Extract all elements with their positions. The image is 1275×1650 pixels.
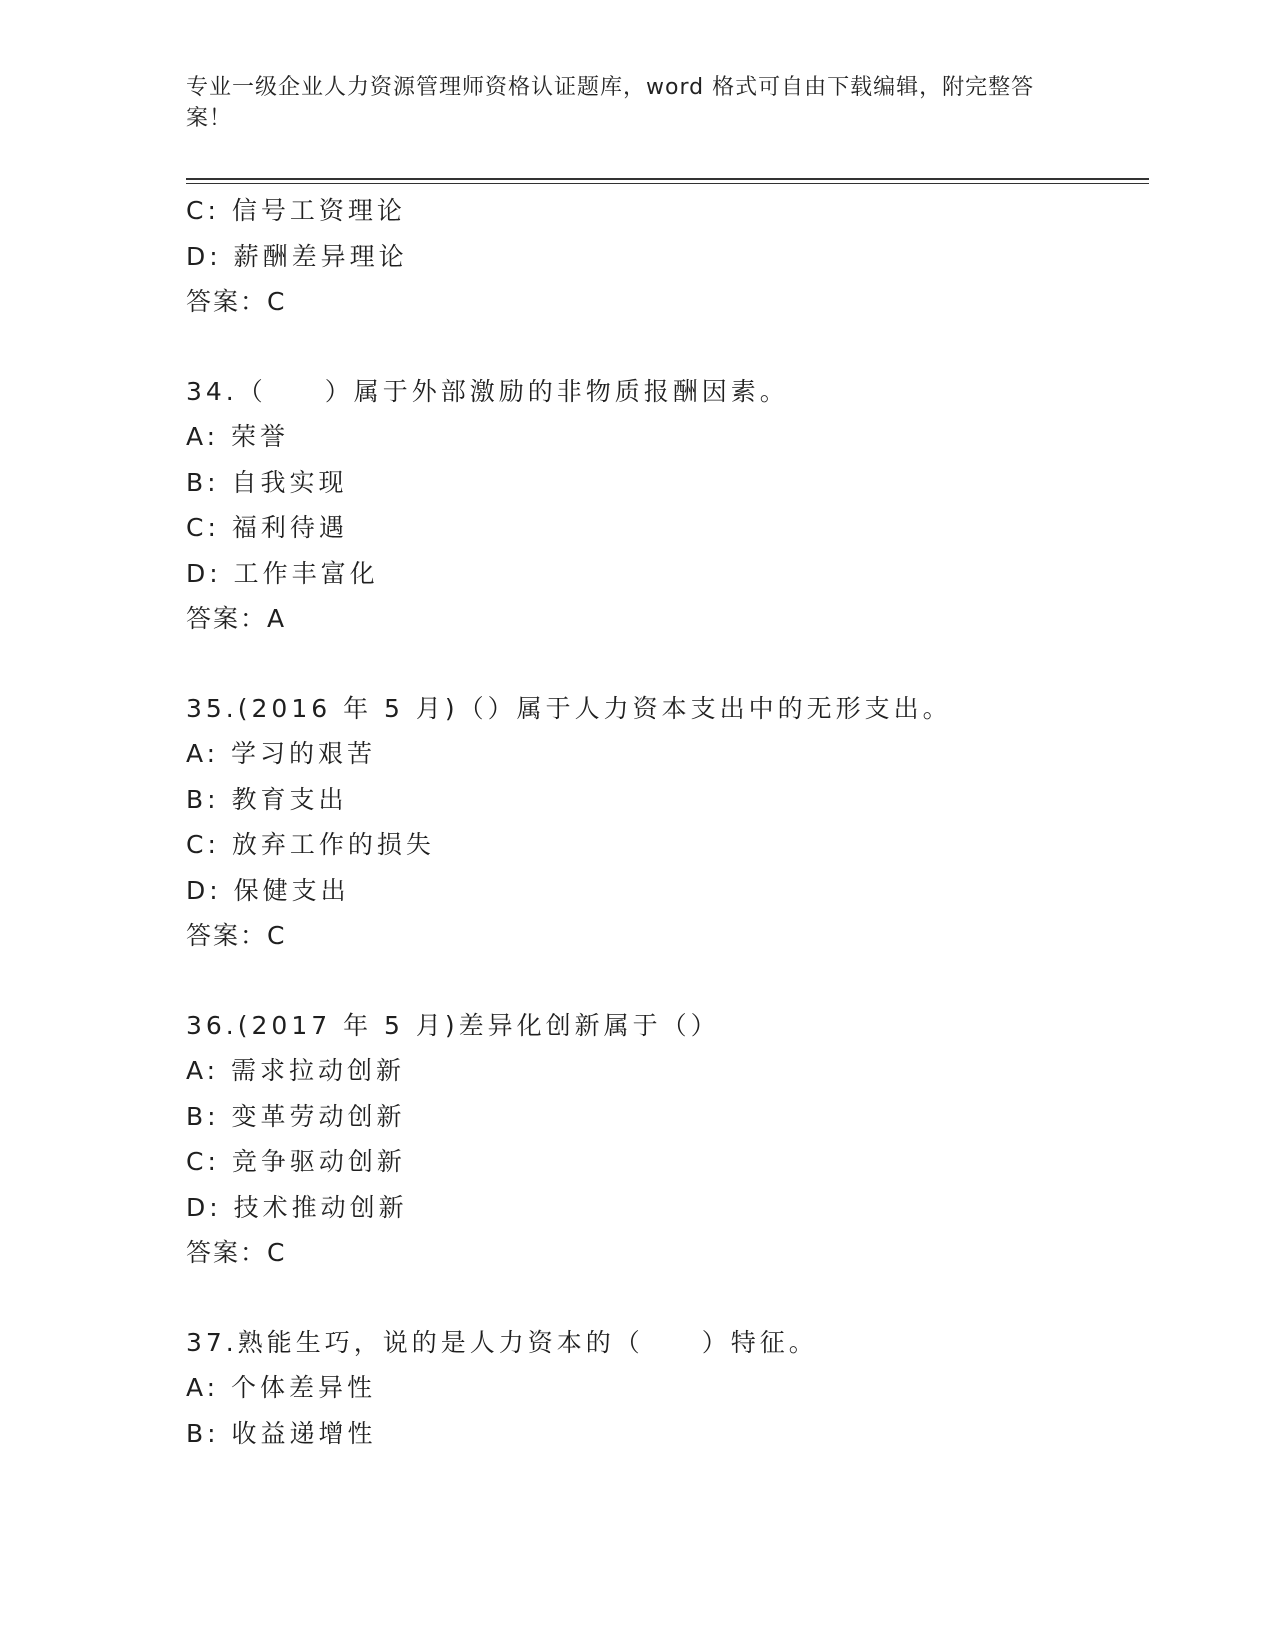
option-text: 收益递增性 — [231, 1418, 377, 1448]
option-text: 教育支出 — [231, 784, 348, 814]
question-stem: 36.(2017 年 5 月)差异化创新属于（） — [186, 1010, 720, 1040]
answer-value: C — [267, 287, 286, 316]
option-label: D: — [186, 1192, 222, 1222]
answer-label: 答案： — [186, 287, 268, 316]
answer-value: C — [267, 921, 286, 950]
answer-line — [186, 596, 1146, 642]
question-stem: 34.（ ）属于外部激励的非物质报酬因素。 — [186, 376, 789, 406]
option-label: D: — [186, 558, 222, 588]
option-text: 竞争驱动创新 — [231, 1147, 406, 1176]
option-c — [186, 1139, 1146, 1185]
option-label: D: — [186, 875, 222, 905]
option-b — [186, 460, 1146, 506]
answer-label: 答案： — [186, 1238, 268, 1267]
option-text: 信号工资理论 — [231, 196, 406, 225]
option-d — [186, 1185, 1146, 1231]
option-label: A: — [186, 1373, 220, 1402]
page-header: 专业一级企业人力资源管理师资格认证题库，word 格式可自由下载编辑，附完整答案！ — [186, 75, 1035, 131]
option-label: C: — [186, 513, 220, 542]
question-list — [186, 188, 1146, 1456]
option-b — [186, 777, 1146, 823]
option-text: 荣誉 — [231, 422, 290, 451]
option-c — [186, 188, 1146, 234]
header-divider — [186, 178, 1149, 184]
option-c — [186, 505, 1146, 551]
option-label: B: — [186, 467, 220, 497]
option-text: 工作丰富化 — [233, 558, 379, 588]
option-label: C: — [186, 196, 220, 225]
answer-line — [186, 913, 1146, 959]
option-label: C: — [186, 830, 220, 859]
option-b — [186, 1094, 1146, 1140]
option-text: 需求拉动创新 — [231, 1056, 406, 1085]
question-stem: 35.(2016 年 5 月)（）属于人力资本支出中的无形支出。 — [186, 693, 952, 723]
option-a — [186, 1048, 1146, 1094]
answer-line — [186, 279, 1146, 325]
option-c — [186, 822, 1146, 868]
option-a — [186, 731, 1146, 777]
answer-label: 答案： — [186, 921, 268, 950]
answer-value: A — [267, 604, 286, 633]
option-text: 学习的艰苦 — [231, 739, 377, 768]
option-text: 保健支出 — [233, 875, 350, 905]
option-label: B: — [186, 784, 220, 814]
answer-label: 答案： — [186, 604, 268, 633]
option-label: B: — [186, 1418, 220, 1448]
option-text: 薪酬差异理论 — [233, 241, 408, 271]
option-a — [186, 414, 1146, 460]
option-label: A: — [186, 1056, 220, 1085]
option-text: 福利待遇 — [231, 513, 348, 542]
option-label: D: — [186, 241, 222, 271]
answer-value: C — [267, 1238, 286, 1267]
option-label: A: — [186, 422, 220, 451]
option-label: A: — [186, 739, 220, 768]
option-text: 个体差异性 — [231, 1373, 377, 1402]
option-a — [186, 1365, 1146, 1411]
option-d — [186, 234, 1146, 280]
question-stem: 37.熟能生巧，说的是人力资本的（ ）特征。 — [186, 1327, 818, 1357]
option-b — [186, 1411, 1146, 1457]
option-text: 放弃工作的损失 — [231, 830, 435, 859]
option-d — [186, 868, 1146, 914]
option-label: B: — [186, 1101, 220, 1131]
answer-line — [186, 1230, 1146, 1276]
option-text: 技术推动创新 — [233, 1192, 408, 1222]
option-label: C: — [186, 1147, 220, 1176]
option-text: 自我实现 — [231, 467, 348, 497]
option-d — [186, 551, 1146, 597]
option-text: 变革劳动创新 — [231, 1101, 406, 1131]
